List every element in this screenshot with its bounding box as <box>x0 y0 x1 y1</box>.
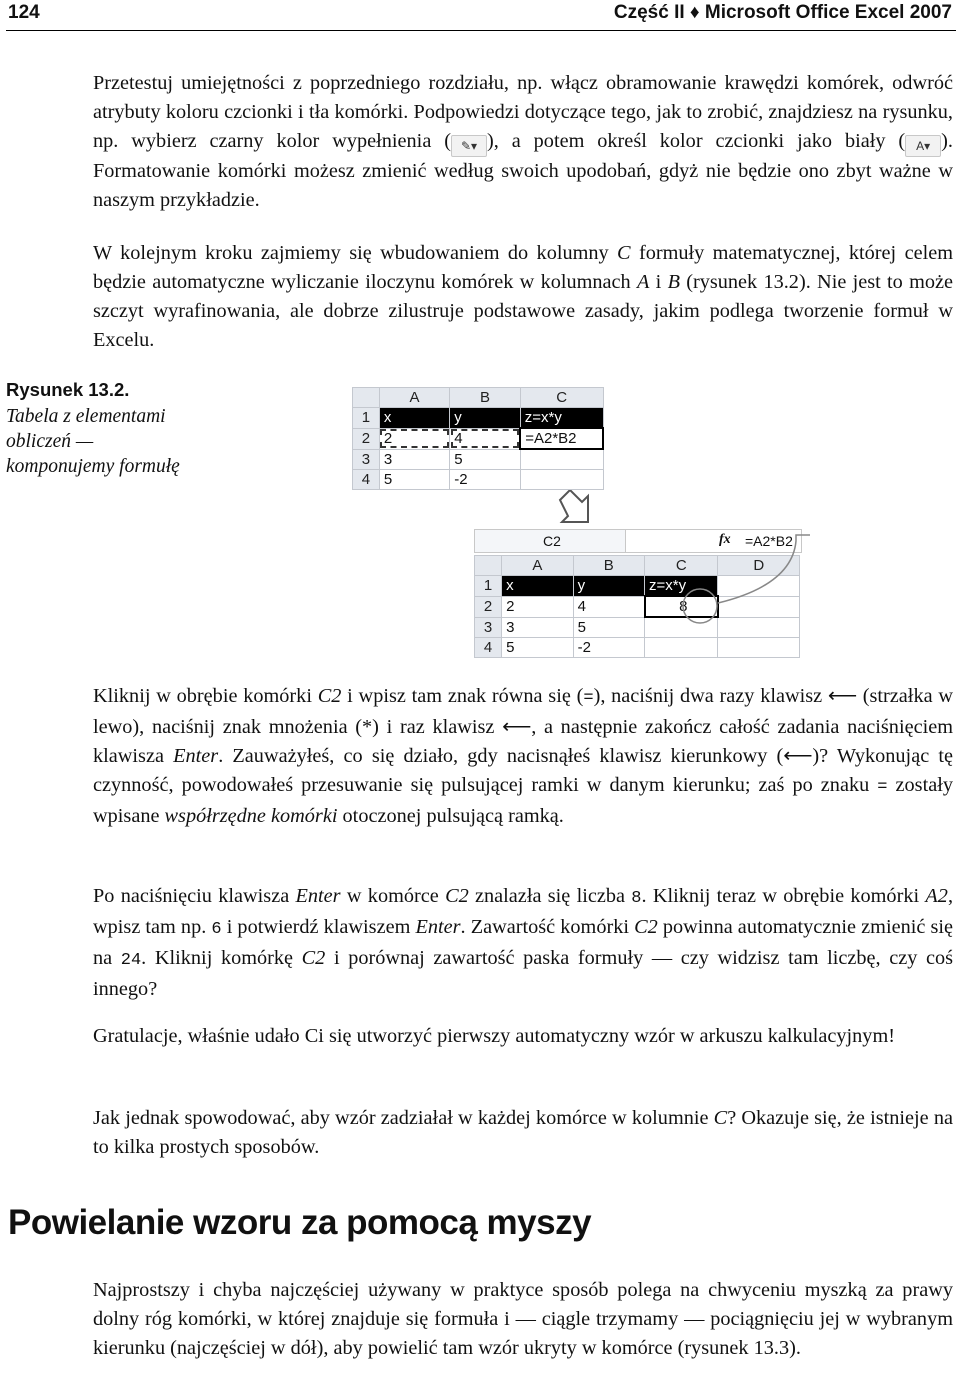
cell <box>645 638 718 658</box>
cell: y <box>573 576 644 597</box>
cell-referenced: 2 <box>379 428 449 449</box>
column-header: D <box>718 556 800 576</box>
cell: 2 <box>502 596 573 617</box>
fill-color-icon: ✎▾ <box>451 135 487 157</box>
cell <box>520 470 603 490</box>
cell: 5 <box>502 638 573 658</box>
paragraph-6: Jak jednak spowodować, aby wzór zadziałał w każdej komórce w kolumnie C? Okazuje się, że istnieje na to kilka prostych sposobów. <box>93 1107 953 1158</box>
row-header: 3 <box>475 617 502 638</box>
column-header: C <box>520 388 603 408</box>
cell: 4 <box>573 596 644 617</box>
paragraph-7: Najprostszy i chyba najczęściej używany w praktyce sposób polega na chwyceniu myszką za prawy dolny róg komórki, w której znajduje się formuła i — ciągle trzymamy — pociągnięciu jej w wybranym kierunku (najczęściej w dół), aby powielić tam wzór ukryty w komórce (rysunek 13.3). <box>93 1279 953 1359</box>
row-header: 2 <box>475 596 502 617</box>
corner-cell <box>353 388 380 408</box>
cell <box>718 576 800 597</box>
formula-content: =A2*B2 <box>745 533 793 549</box>
column-header: B <box>450 388 520 408</box>
cell: z=x*y <box>520 408 603 429</box>
cell: y <box>450 408 520 429</box>
cell: 3 <box>502 617 573 638</box>
cell <box>718 638 800 658</box>
cell: -2 <box>573 638 644 658</box>
cell: x <box>502 576 573 597</box>
formula-bar <box>474 529 802 553</box>
cell-active: =A2*B2 <box>520 428 603 449</box>
corner-cell <box>475 556 502 576</box>
row-header: 3 <box>353 449 380 470</box>
cell: -2 <box>450 470 520 490</box>
cell: 5 <box>379 470 449 490</box>
name-box: C2 <box>475 530 626 552</box>
row-header: 4 <box>353 470 380 490</box>
cell: 5 <box>450 449 520 470</box>
row-header: 4 <box>475 638 502 658</box>
figure-caption <box>6 377 196 479</box>
cell <box>718 596 800 617</box>
cell: x <box>379 408 449 429</box>
page-header <box>6 0 956 31</box>
cell: z=x*y <box>645 576 718 597</box>
cell-referenced: 4 <box>450 428 520 449</box>
column-header: A <box>379 388 449 408</box>
column-header: A <box>502 556 573 576</box>
paragraph-4: Po naciśnięciu klawisza Enter w komórce C2 znalazła się liczba 8. Kliknij teraz w obrębie komórki A2, wpisz tam np. 6 i potwierdź klawiszem Enter. Zawartość komórki C2 powinna automatycznie zmienić się na 24. Kliknij komórkę C2 i porównaj zawartość paska formuły — czy widzisz tam liczbę, czy coś innego? <box>93 885 954 1000</box>
page-number: 124 <box>8 2 40 23</box>
cell: 3 <box>379 449 449 470</box>
row-header: 1 <box>353 408 380 429</box>
spreadsheet-result <box>474 555 800 658</box>
cell <box>718 617 800 638</box>
running-title: Część II ♦ Microsoft Office Excel 2007 <box>613 2 952 23</box>
figure-label: Rysunek 13.2. <box>6 379 130 400</box>
paragraph-3: Kliknij w obrębie komórki C2 i wpisz tam znak równa się (=), naciśnij dwa razy klawisz ⟵ (strzałka w lewo), naciśnij znak mnożenia (*) i raz klawisz ⟵, a następnie zakończ całość zadania naciśnięciem klawisza Enter. Zauważyłeś, co się działo, gdy nacisnąłeś klawisz kierunkowy (⟵)? Wykonując tę czynność, powodowałeś przesuwanie się pulsującej ramki w danym kierunku; zaś po znaku = zostały wpisane współrzędne komórki otoczonej pulsującą ramką. <box>93 685 953 827</box>
font-color-icon: A▾ <box>905 135 941 157</box>
paragraph-1: Przetestuj umiejętności z poprzedniego rozdziału, np. włącz obramowanie krawędzi komórek, odwróć atrybuty koloru czcionki i tła komórki. Podpowiedzi dotyczące tego, jak to zrobić, znajdziesz na rysunku, np. wybierz czarny kolor wypełnienia ( ✎▾ ), a potem określ kolor czcionki jako biały ( A▾ ). Formatowanie komórki możesz zmienić według swoich upodobań, gdyż nie będzie ono zbyt ważne w naszym przykładzie. <box>93 72 953 211</box>
cell-active: 8 <box>645 596 718 617</box>
spreadsheet-editing <box>352 387 604 490</box>
column-header: C <box>645 556 718 576</box>
section-heading: Powielanie wzoru za pomocą myszy <box>8 1203 592 1242</box>
cell <box>645 617 718 638</box>
cell: 5 <box>573 617 644 638</box>
down-right-arrow-icon <box>556 490 594 528</box>
row-header: 1 <box>475 576 502 597</box>
paragraph-2: W kolejnym kroku zajmiemy się wbudowaniem do kolumny C formuły matematycznej, której celem będzie automatyczne wyliczanie iloczynu komórek w kolumnach A i B (rysunek 13.2). Nie jest to może szczyt wyrafinowania, ale dobrze zilustruje podstawowe zasady, jakim podlega tworzenie formuł w Excelu. <box>93 242 954 351</box>
row-header: 2 <box>353 428 380 449</box>
fx-icon: fx <box>719 532 731 547</box>
figure-caption-text: Tabela z elementami obliczeń — komponujemy formułę <box>6 406 180 477</box>
column-header: B <box>573 556 644 576</box>
cell <box>520 449 603 470</box>
paragraph-5: Gratulacje, właśnie udało Ci się utworzyć pierwszy automatyczny wzór w arkuszu kalkulacyjnym! <box>93 1025 895 1047</box>
